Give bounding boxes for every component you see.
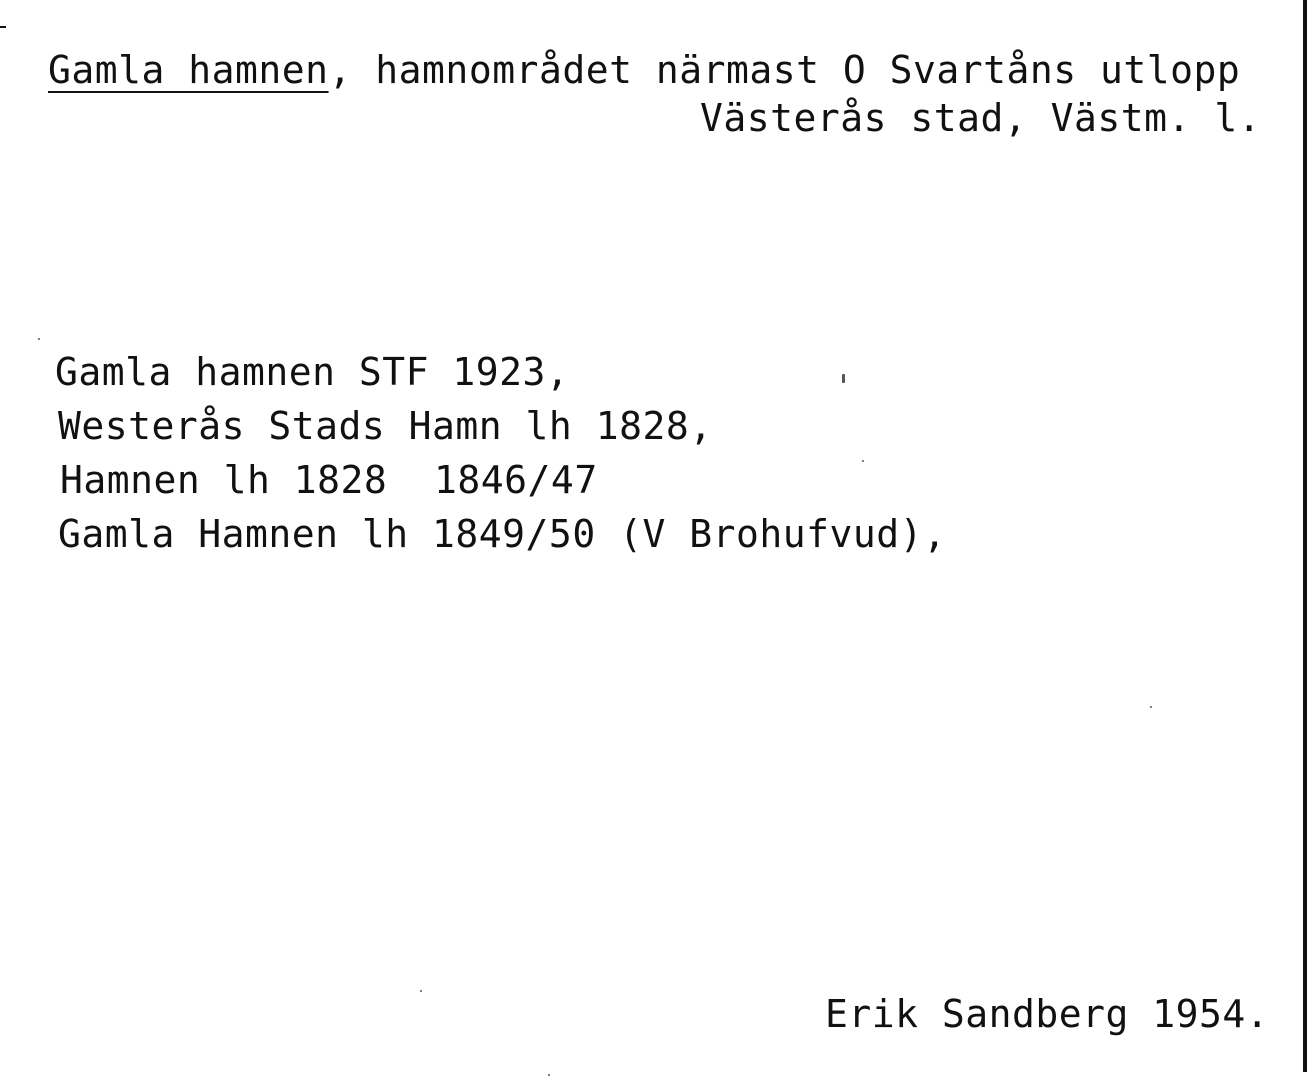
name-entry-4: Gamla Hamnen lh 1849/50 (V Brohufvud), [58, 512, 947, 556]
place-location: Västerås stad, Västm. l. [700, 96, 1262, 140]
card-left-mark [0, 26, 6, 28]
name-entry-2: Westerås Stads Hamn lh 1828, [58, 404, 713, 448]
card-right-edge [1303, 0, 1307, 1072]
place-name-title: Gamla hamnen [48, 48, 329, 92]
name-entry-3: Hamnen lh 1828 1846/47 [60, 458, 598, 502]
ink-speck [420, 990, 422, 992]
ink-speck [38, 338, 40, 340]
signature: Erik Sandberg 1954. [825, 992, 1270, 1036]
place-description: , hamnområdet närmast O Svartåns utlopp [328, 48, 1241, 92]
heading-line [48, 48, 1240, 92]
name-entry-1: Gamla hamnen STF 1923, [55, 350, 570, 394]
ink-speck [862, 460, 864, 462]
ink-speck [1150, 706, 1152, 708]
ink-speck [548, 1074, 550, 1076]
ink-speck [842, 374, 845, 383]
